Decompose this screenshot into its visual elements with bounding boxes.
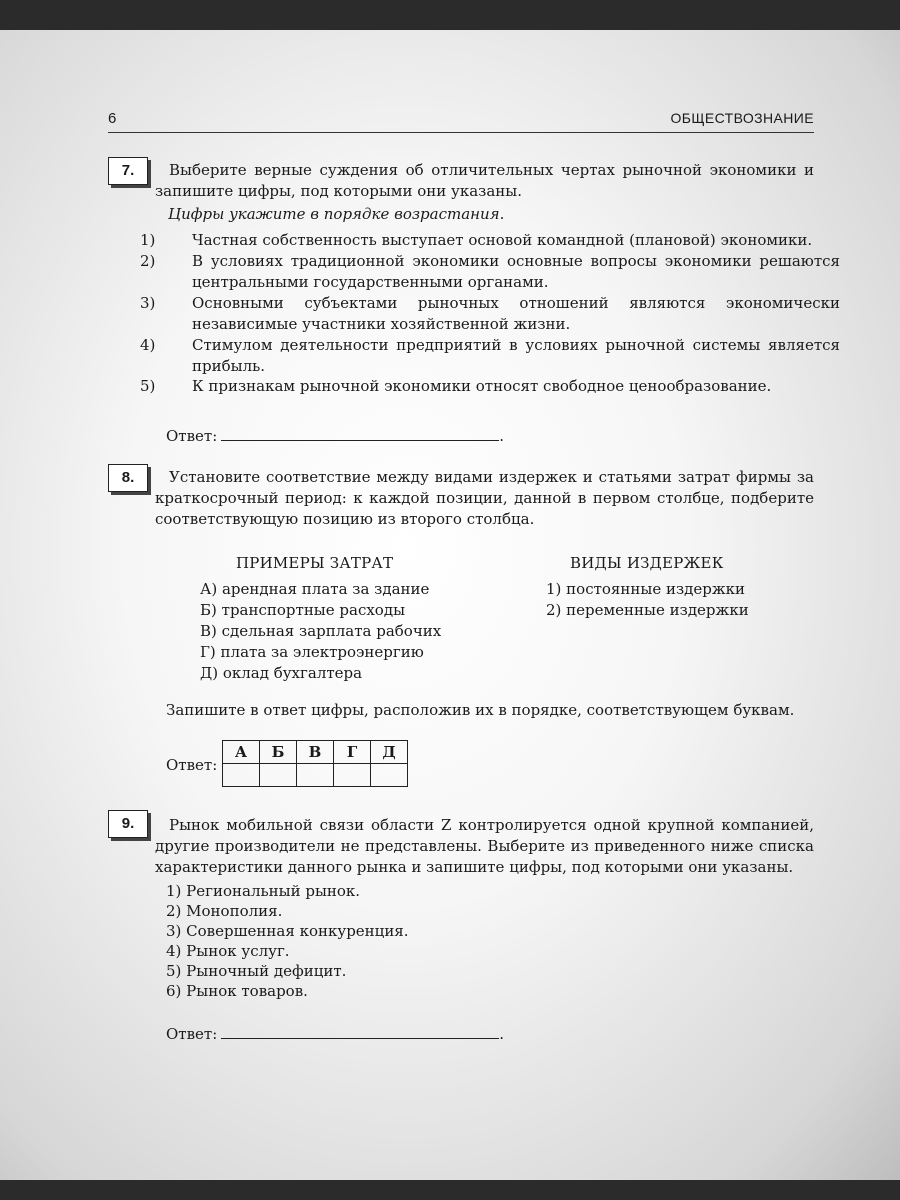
q8-answer-cell-v[interactable] (297, 764, 334, 787)
q7-option-3: 3) Основными субъектами рыночных отношений являются экономически независимые участники хозяйственной жизни. (140, 294, 840, 333)
q8-left-item: Д) оклад бухгалтера (200, 664, 363, 682)
q7-option-1: 1) Частная собственность выступает основой командной (плановой) экономики. (140, 231, 813, 249)
q8-left-item: Б) транспортные расходы (200, 601, 406, 619)
q8-answer-cell-g[interactable] (334, 764, 371, 787)
page-header (108, 106, 814, 133)
q8-left-column-title: ПРИМЕРЫ ЗАТРАТ (236, 554, 394, 572)
q9-option-4: 4) Рынок услуг. (166, 942, 290, 960)
q8-answer-cell-d[interactable] (371, 764, 408, 787)
subject-title: ОБЩЕСТВОЗНАНИЕ (670, 110, 814, 126)
q9-answer-label: Ответ: (166, 1025, 218, 1043)
q9-option-1: 1) Региональный рынок. (166, 882, 361, 900)
q7-option-2: 2) В условиях традиционной экономики основные вопросы экономики решаются центральными государственными органами. (140, 252, 840, 291)
q9-option-2: 2) Монополия. (166, 902, 283, 920)
q8-right-item: 1) постоянные издержки (546, 580, 746, 598)
q8-answer-cell-a[interactable] (223, 764, 260, 787)
q8-instruction: Запишите в ответ цифры, расположив их в порядке, соответствующем буквам. (166, 701, 795, 719)
q8-col-g: Г (334, 741, 371, 764)
q8-answer-table-input-row (223, 764, 408, 787)
q7-option-5: 5) К признакам рыночной экономики относят свободное ценообразование. (140, 377, 772, 395)
q8-answer-table (222, 740, 408, 787)
q7-option-4: 4) Стимулом деятельности предприятий в условиях рыночной системы является прибыль. (140, 336, 840, 375)
q8-answer-label: Ответ: (166, 756, 218, 774)
q9-option-5: 5) Рыночный дефицит. (166, 962, 347, 980)
q7-answer-label: Ответ: (166, 427, 218, 445)
question-7-instruction: Цифры укажите в порядке возрастания. (168, 205, 505, 223)
q7-answer: Ответ: . (166, 427, 505, 445)
question-9-number: 9. (108, 810, 148, 838)
q8-col-b: Б (260, 741, 297, 764)
q9-answer: Ответ: . (166, 1025, 505, 1043)
q8-left-item: В) сдельная зарплата рабочих (200, 622, 442, 640)
question-8-number: 8. (108, 464, 148, 492)
question-7-prompt: Выберите верные суждения об отличительных чертах рыночной экономики и запишите цифры, под которыми они указаны. (155, 161, 814, 200)
page (0, 30, 900, 1180)
q8-right-column-title: ВИДЫ ИЗДЕРЖЕК (570, 554, 724, 572)
q9-answer-field[interactable] (221, 1024, 499, 1039)
q8-left-item: А) арендная плата за здание (200, 580, 430, 598)
q8-col-d: Д (371, 741, 408, 764)
q8-right-item: 2) переменные издержки (546, 601, 749, 619)
question-9-prompt: Рынок мобильной связи области Z контролируется одной крупной компанией, другие производители не представлены. Выберите из приведенного ниже списка характеристики данного рынка и запишите цифры, под которыми они указаны. (155, 816, 814, 876)
question-7-number: 7. (108, 157, 148, 185)
q7-answer-field[interactable] (221, 426, 499, 441)
q8-left-item: Г) плата за электроэнергию (200, 643, 424, 661)
q8-col-v: В (297, 741, 334, 764)
q9-option-3: 3) Совершенная конкуренция. (166, 922, 409, 940)
q9-option-6: 6) Рынок товаров. (166, 982, 308, 1000)
page-number: 6 (108, 110, 117, 127)
q8-answer-table-header-row (223, 741, 408, 764)
question-8-prompt: Установите соответствие между видами издержек и статьями затрат фирмы за краткосрочный период: к каждой позиции, данной в первом столбце, подберите соответствующую позицию из второго столбца. (155, 468, 814, 528)
q8-answer-cell-b[interactable] (260, 764, 297, 787)
q8-col-a: А (223, 741, 260, 764)
